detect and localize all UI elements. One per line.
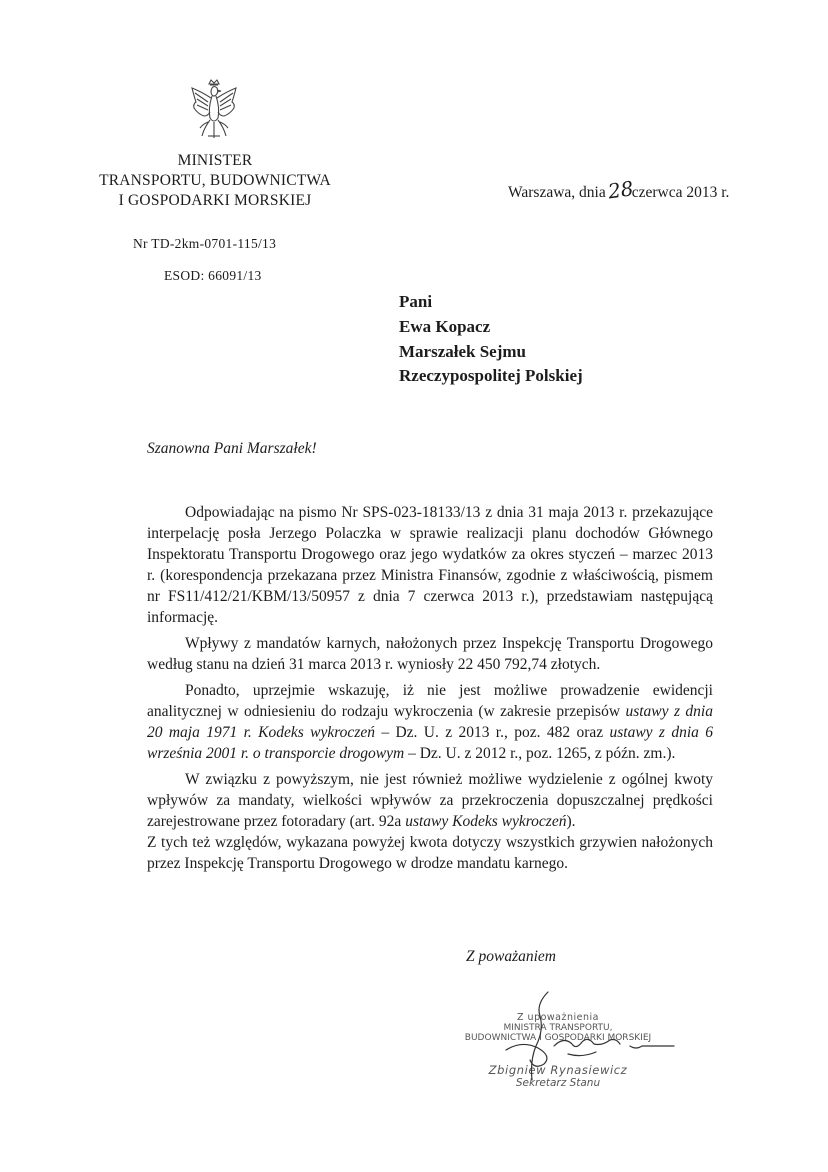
closing: Z poważaniem <box>466 948 556 965</box>
paragraph-4-italic-1: ustawy Kodeks wykroczeń <box>405 813 567 830</box>
letter-body <box>147 502 713 874</box>
paragraph-5: Z tych też względów, wykazana powyżej kwota dotyczy wszystkich grzywien nałożonych przez Inspekcję Transportu Drogowego w drodze mandatu karnego. <box>147 834 713 872</box>
paragraph-3-text-3: – Dz. U. z 2012 r., poz. 1265, z późn. zm.). <box>404 745 676 762</box>
paragraph-1: Odpowiadając na pismo Nr SPS-023-18133/13 z dnia 31 maja 2013 r. przekazujące interpelację posła Jerzego Polaczka w sprawie realizacji planu dochodów Głównego Inspektoratu Transportu Drogowego oraz jego wydatków za okres styczeń – marzec 2013 r. (korespondencja przekazana przez Ministra Finansów, zgodnie z właściwością, pismem nr FS11/412/21/KBM/13/50957 z dnia 7 czerwca 2013 r.), przedstawiam następującą informację. <box>147 504 713 626</box>
handwritten-signature-icon <box>470 990 690 1090</box>
salutation: Szanowna Pani Marszałek! <box>147 440 317 457</box>
recipient-line-2: Ewa Kopacz <box>399 317 491 336</box>
stamp-line-3: BUDOWNICTWA I GOSPODARKI MORSKIEJ <box>464 1033 652 1043</box>
recipient-line-4: Rzeczypospolitej Polskiej <box>399 366 583 385</box>
stamp-line-1: Z upoważnienia <box>517 1012 599 1023</box>
paragraph-2: Wpływy z mandatów karnych, nałożonych przez Inspekcję Transportu Drogowego według stanu na dzień 31 marca 2013 r. wyniosły 22 450 792,74 złotych. <box>147 635 713 673</box>
paragraph-3-italic-2: ustawy z dnia 6 września 2001 r. o transporcie drogowym <box>147 724 713 762</box>
esod-number: ESOD: 66091/13 <box>164 268 262 283</box>
polish-eagle-emblem-icon <box>188 78 240 142</box>
paragraph-3-text-1: Ponadto, uprzejmie wskazuję, iż nie jest możliwe prowadzenie ewidencji analitycznej w odniesieniu do rodzaju wykroczenia (w zakresie przepisów <box>147 682 713 720</box>
paragraph-3-text-2: – Dz. U. z 2013 r., poz. 482 oraz <box>374 724 610 741</box>
dateline <box>508 178 729 202</box>
paragraph-3 <box>147 680 713 764</box>
recipient-line-3: Marszałek Sejmu <box>399 342 527 361</box>
stamp-line-2: MINISTRA TRANSPORTU, <box>503 1023 613 1033</box>
recipient-line-1: Pani <box>399 292 433 311</box>
stamp-signatory-title: Sekretarz Stanu <box>515 1077 601 1089</box>
dateline-place: Warszawa, dnia <box>508 184 606 201</box>
paragraph-4-text-2: ). <box>566 813 576 830</box>
handwritten-day: 28 <box>606 176 635 204</box>
ministry-name-line-3: I GOSPODARKI MORSKIEJ <box>118 192 312 209</box>
paragraph-4-text-1: W związku z powyższym, nie jest również możliwe wydzielenie z ogólnej kwoty wpływów za mandaty, wielkości wpływów za przekroczenia dopuszczalnej prędkości zarejestrowane przez fotoradary (art. 92a <box>147 771 713 830</box>
ministry-name-line-1: MINISTER <box>177 152 253 169</box>
paragraph-4 <box>147 769 713 832</box>
paragraph-3-italic-1: ustawy z dnia 20 maja 1971 r. Kodeks wykroczeń <box>147 703 713 741</box>
ministry-name-line-2: TRANSPORTU, BUDOWNICTWA <box>99 172 331 189</box>
stamp-signatory-name: Zbigniew Rynasiewicz <box>488 1063 628 1077</box>
dateline-month-year: czerwca 2013 r. <box>631 184 730 201</box>
reference-number: Nr TD-2km-0701-115/13 <box>133 236 277 251</box>
